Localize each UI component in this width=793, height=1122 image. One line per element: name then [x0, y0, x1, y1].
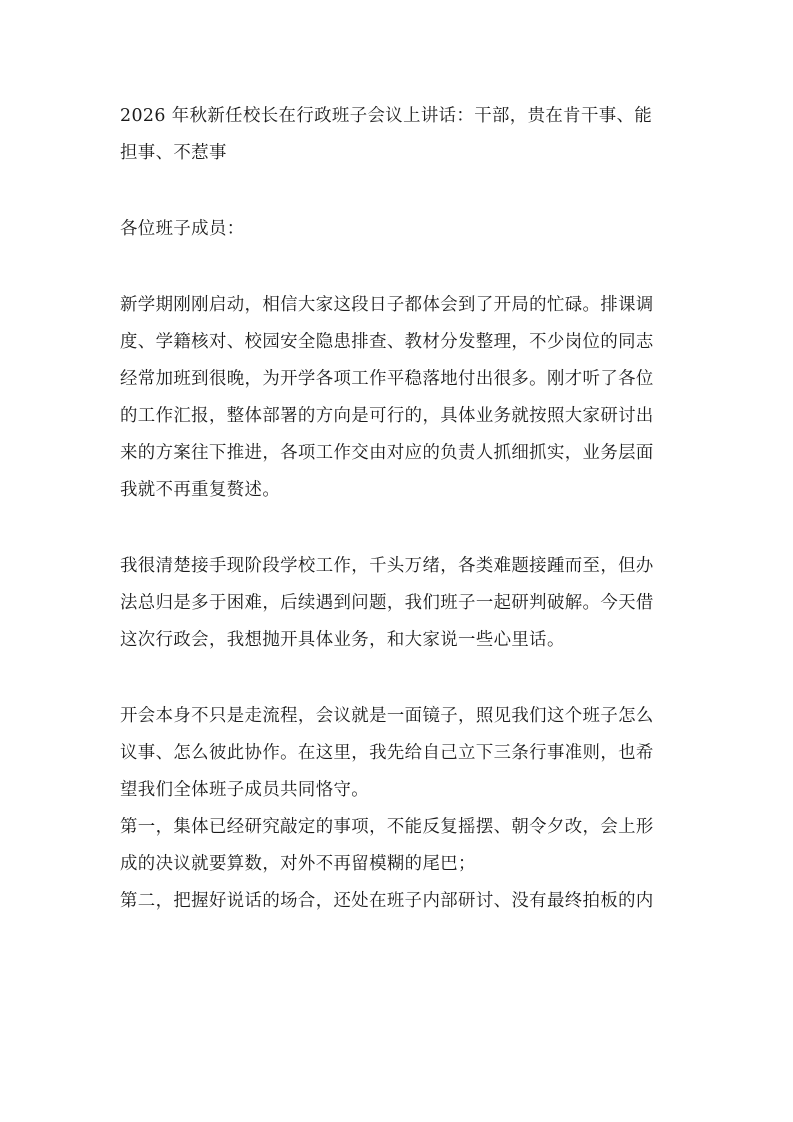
paragraph-line: 的工作汇报，整体部署的方向是可行的，具体业务就按照大家研讨出	[120, 406, 654, 426]
paragraph-line: 来的方案往下推进，各项工作交由对应的负责人抓细抓实，业务层面	[120, 443, 654, 463]
paragraph-1	[120, 287, 676, 509]
title-line-2: 担事、不惹事	[120, 143, 227, 163]
blank-line	[120, 248, 676, 287]
paragraph-line: 经常加班到很晚，为开学各项工作平稳落地付出很多。刚才听了各位	[120, 369, 654, 389]
blank-line	[120, 172, 676, 211]
paragraph-3	[120, 698, 676, 920]
document-page	[120, 98, 676, 920]
rule-one-line: 成的决议就要算数，对外不再留模糊的尾巴；	[120, 854, 476, 874]
paragraph-line: 我就不再重复赘述。	[120, 480, 281, 500]
paragraph-line: 度、学籍核对、校园安全隐患排查、教材分发整理，不少岗位的同志	[120, 332, 654, 352]
document-title	[120, 98, 676, 172]
blank-line	[120, 659, 676, 698]
paragraph-line: 这次行政会，我想抛开具体业务，和大家说一些心里话。	[120, 630, 565, 650]
rule-two-line: 第二，把握好说话的场合，还处在班子内部研讨、没有最终拍板的内	[120, 891, 654, 911]
salutation: 各位班子成员：	[120, 219, 245, 239]
paragraph-line: 议事、怎么彼此协作。在这里，我先给自己立下三条行事准则，也希	[120, 743, 654, 763]
paragraph-line: 望我们全体班子成员共同恪守。	[120, 780, 370, 800]
title-line-1: 2026 年秋新任校长在行政班子会议上讲话：干部，贵在肯干事、能	[120, 106, 653, 126]
paragraph-2	[120, 548, 676, 659]
paragraph-line: 我很清楚接手现阶段学校工作，千头万绪，各类难题接踵而至，但办	[120, 556, 654, 576]
paragraph-line: 开会本身不只是走流程，会议就是一面镜子，照见我们这个班子怎么	[120, 706, 654, 726]
rule-one-line: 第一，集体已经研究敲定的事项，不能反复摇摆、朝令夕改，会上形	[120, 817, 654, 837]
blank-line	[120, 509, 676, 548]
paragraph-line: 法总归是多于困难，后续遇到问题，我们班子一起研判破解。今天借	[120, 593, 654, 613]
paragraph-line: 新学期刚刚启动，相信大家这段日子都体会到了开局的忙碌。排课调	[120, 295, 654, 315]
